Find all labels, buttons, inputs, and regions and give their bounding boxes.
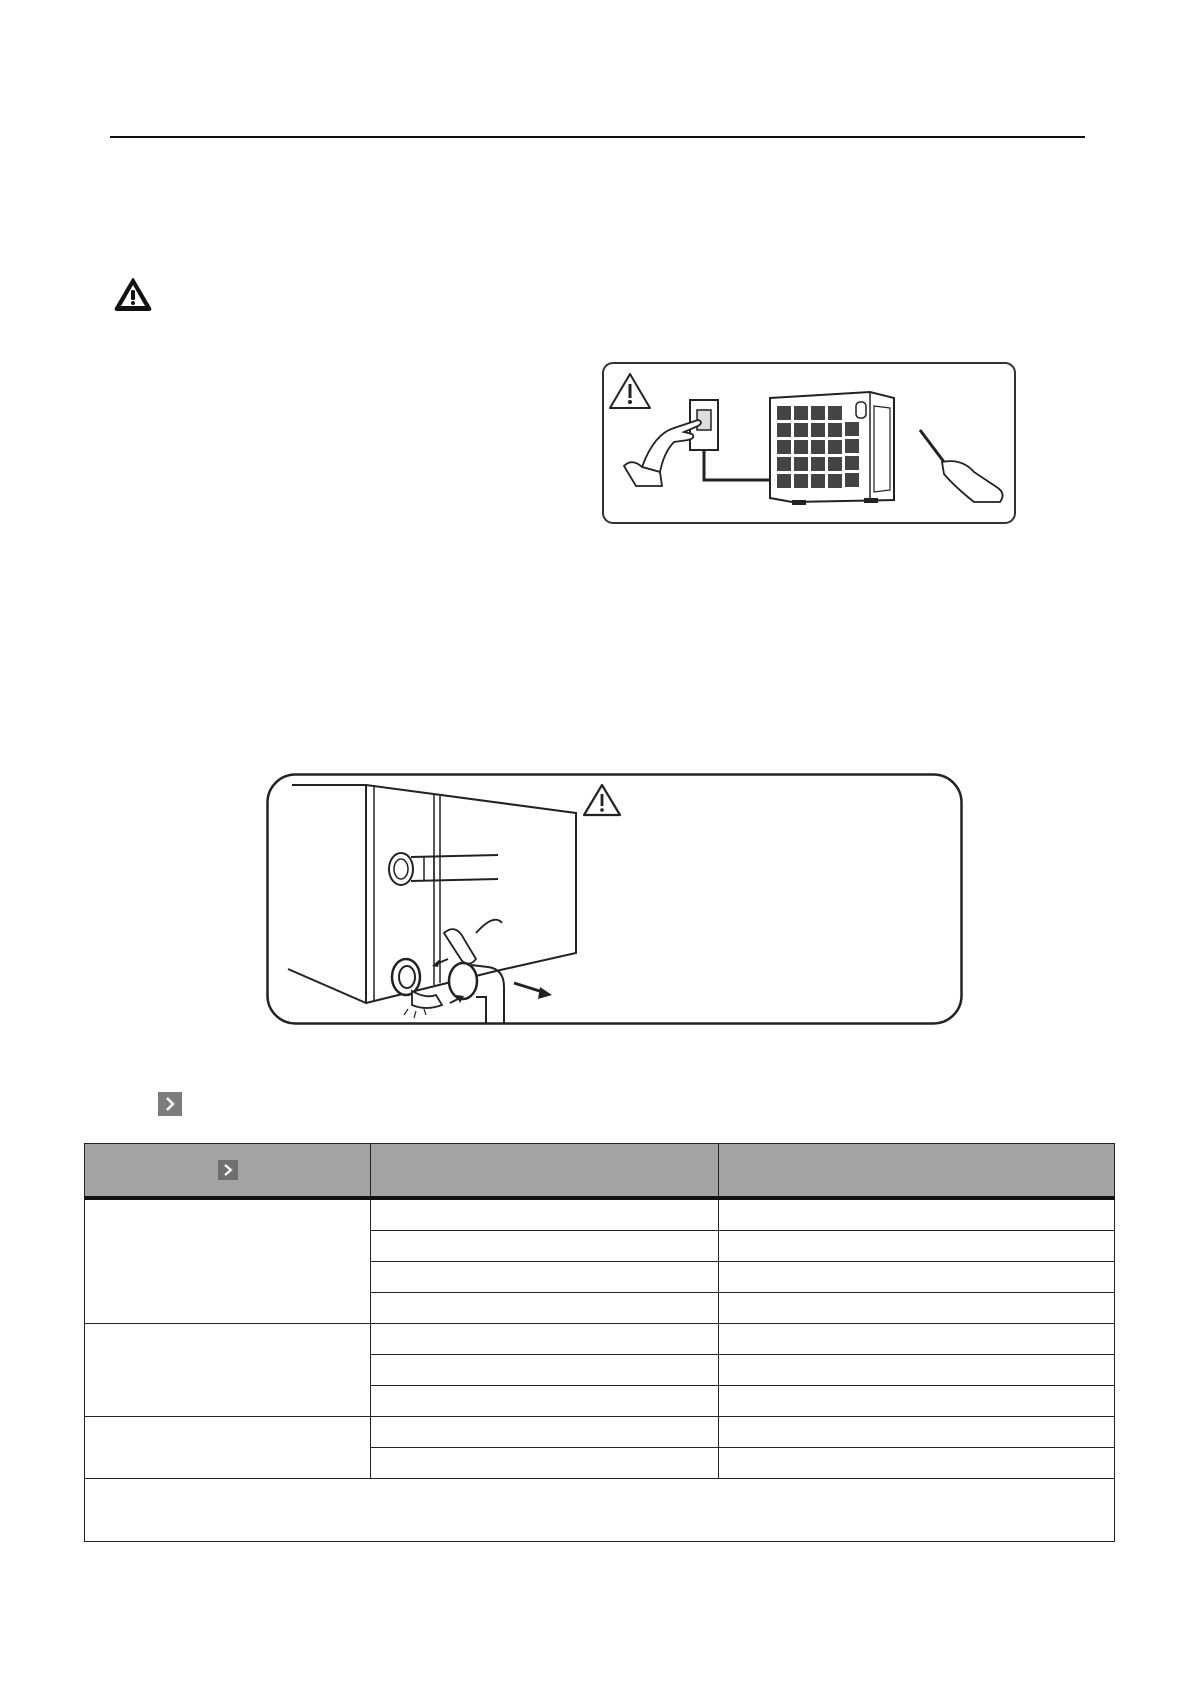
table-row <box>85 1324 1115 1355</box>
table-cell <box>371 1386 719 1417</box>
table-cell <box>371 1324 719 1355</box>
table-cell <box>719 1293 1115 1324</box>
table-cell <box>85 1198 371 1324</box>
chevron-right-icon <box>158 1092 182 1116</box>
table-cell <box>719 1355 1115 1386</box>
table-cell <box>719 1262 1115 1293</box>
table-cell <box>719 1417 1115 1448</box>
table-cell <box>85 1417 371 1479</box>
table-header-cell <box>719 1144 1115 1199</box>
table-cell <box>719 1448 1115 1479</box>
table-cell <box>371 1355 719 1386</box>
table-note-row <box>85 1479 1115 1542</box>
table-cell <box>371 1417 719 1448</box>
table-header-row <box>85 1144 1115 1199</box>
table-cell <box>719 1324 1115 1355</box>
table-row <box>85 1417 1115 1448</box>
table-cell <box>371 1293 719 1324</box>
table-header-cell <box>85 1144 371 1199</box>
table-header-cell <box>371 1144 719 1199</box>
chevron-right-icon <box>218 1160 238 1180</box>
water-drain-illustration <box>266 773 963 1025</box>
table-cell <box>719 1231 1115 1262</box>
warning-triangle-icon <box>114 277 152 311</box>
table-note-cell <box>85 1479 1115 1542</box>
troubleshooting-table <box>84 1143 1115 1542</box>
table-cell <box>85 1324 371 1417</box>
table-cell <box>371 1198 719 1231</box>
power-disconnect-illustration <box>602 362 1016 524</box>
table-row <box>85 1198 1115 1231</box>
table-cell <box>371 1262 719 1293</box>
table-cell <box>719 1386 1115 1417</box>
table-cell <box>371 1231 719 1262</box>
header-rule <box>110 136 1085 138</box>
table-cell <box>719 1198 1115 1231</box>
table-cell <box>371 1448 719 1479</box>
